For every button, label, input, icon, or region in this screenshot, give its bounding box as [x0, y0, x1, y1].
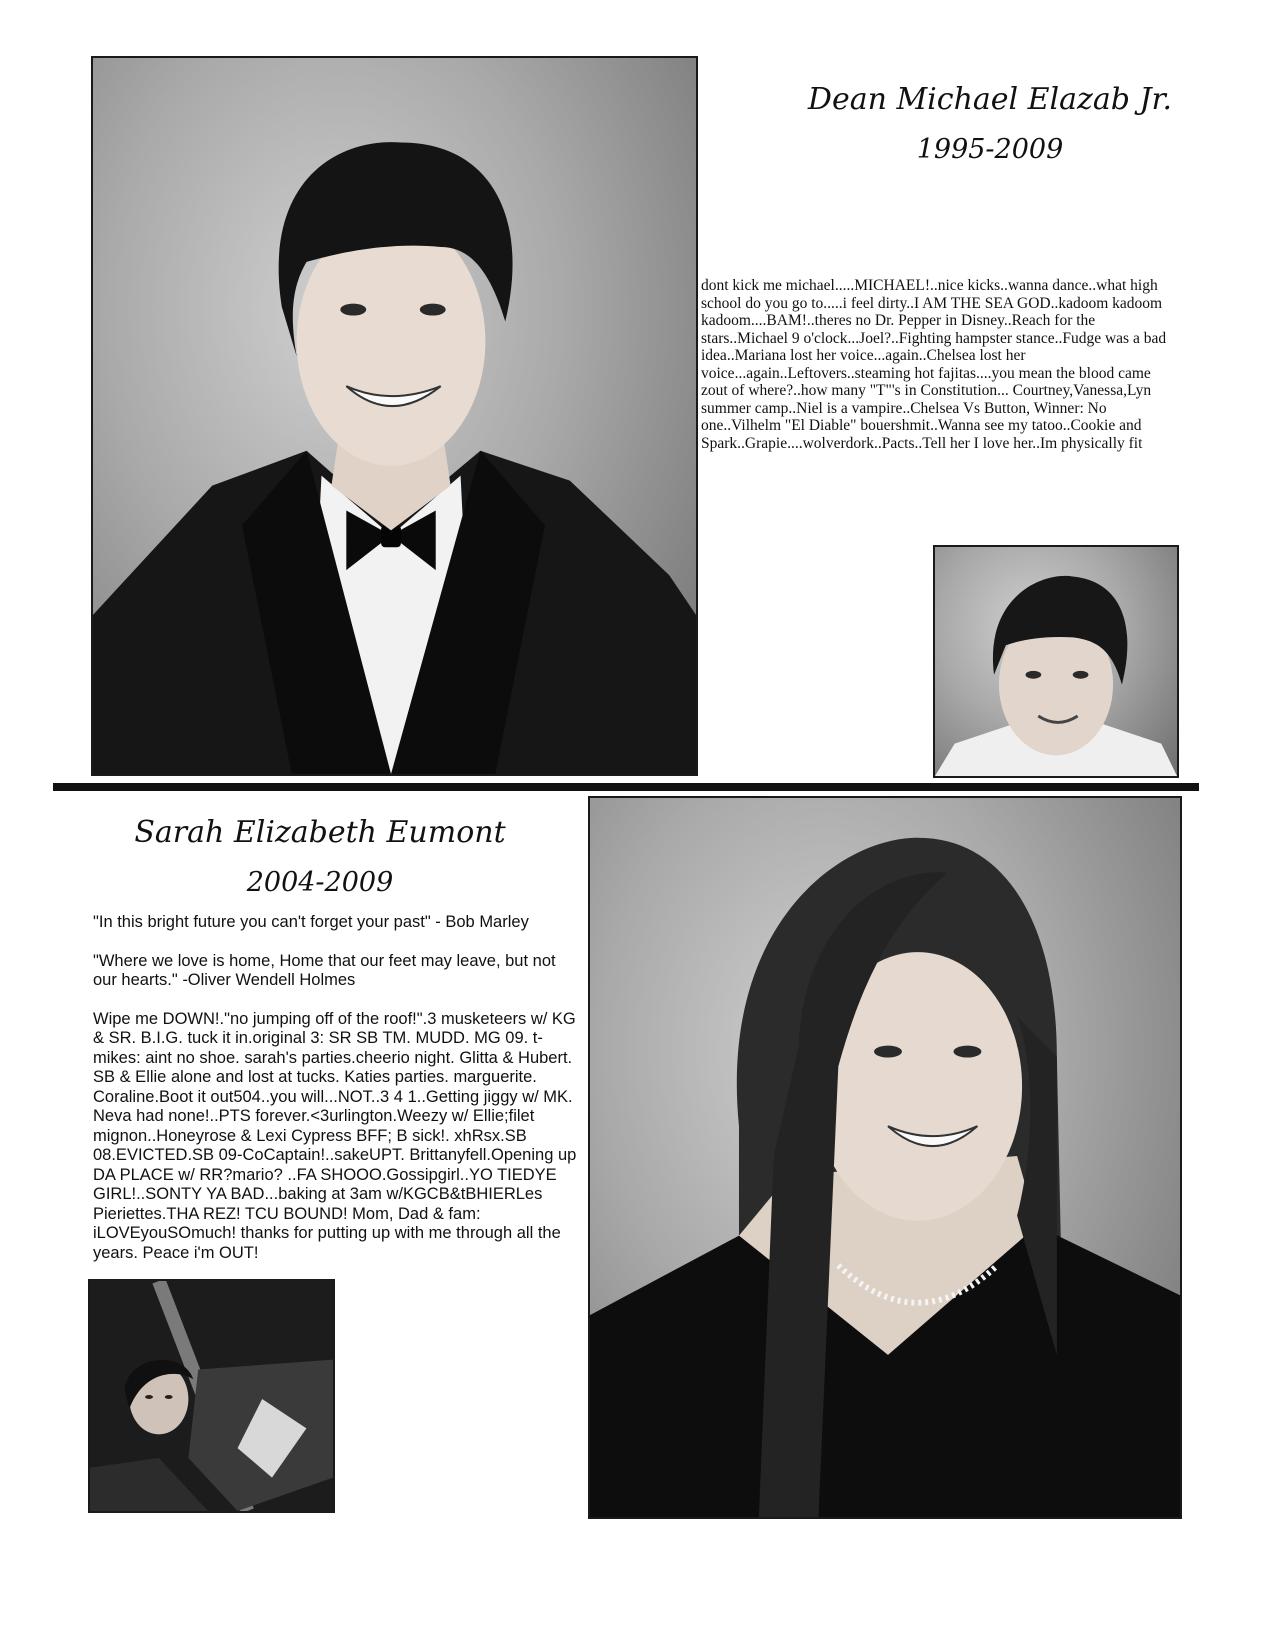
student2-quote-marley: "In this bright future you can't forget your past" - Bob Marley: [93, 913, 529, 931]
student1-senior-portrait: [91, 56, 698, 776]
student2-years: 2004-2009: [246, 867, 394, 898]
section-divider: [53, 783, 1199, 791]
student2-text-block: [93, 913, 581, 1282]
student2-senior-portrait: [588, 796, 1182, 1519]
student2-candid-photo: [88, 1279, 335, 1513]
student2-quote-holmes: "Where we love is home, Home that our feet may leave, but not our hearts." -Oliver Wendell Holmes: [93, 951, 556, 989]
student1-message: dont kick me michael.....MICHAEL!..nice kicks..wanna dance..what high school do you go to.....i feel dirty..I AM THE SEA GOD..kadoom kadoom kadoom....BAM!..theres no Dr. Pepper in Disney..Reach for the stars..Michael 9 o'clock...Joel?..Fighting hampster stance..Fudge was a bad idea..Mariana lost her voice...again..Chelsea lost her voice...again..Leftovers..steaming hot fajitas....you mean the blood came zout of where?..how many "T"'s in Constitution... Courtney,Vanessa,Lyn summer camp..Niel is a vampire..Chelsea Vs Button, Winner: No one..Vilhelm "El Diable" bouershmit..Wanna see my tatoo..Cookie and Spark..Grapie....wolverdork..Pacts..Tell her I love her..Im physically fit: [701, 277, 1167, 452]
student1-candid-photo: [933, 545, 1179, 778]
student1-years: 1995-2009: [916, 134, 1064, 165]
student2-message: Wipe me DOWN!."no jumping off of the roof!".3 musketeers w/ KG & SR. B.I.G. tuck it in.original 3: SR SB TM. MUDD. MG 09. t-mikes: aint no shoe. sarah's parties.cheerio night. Glitta & Hubert. SB & Ellie alone and lost at tucks. Katies parties. marguerite. Coraline.Boot it out504..you will...NOT..3 4 1..Getting jiggy w/ MK. Neva had none!..PTS forever.<3urlington.Weezy w/ Ellie;filet mignon..Honeyrose & Lexi Cypress BFF; B sick!. xhRsx.SB 08.EVICTED.SB 09-CoCaptain!..sakeUPT. Brittanyfell.Opening up DA PLACE w/ RR?mario? ..FA SHOOO.Gossipgirl..YO TIEDYE GIRL!..SONTY YA BAD...baking at 3am w/KGCB&tBHIERLes Pieriettes.THA REZ! TCU BOUND! Mom, Dad & fam: iLOVEyouSOmuch! thanks for putting up with me through all the years. Peace i'm OUT!: [93, 1009, 577, 1262]
student2-name: Sarah Elizabeth Eumont: [134, 815, 506, 850]
student1-name: Dean Michael Elazab Jr.: [807, 82, 1173, 117]
